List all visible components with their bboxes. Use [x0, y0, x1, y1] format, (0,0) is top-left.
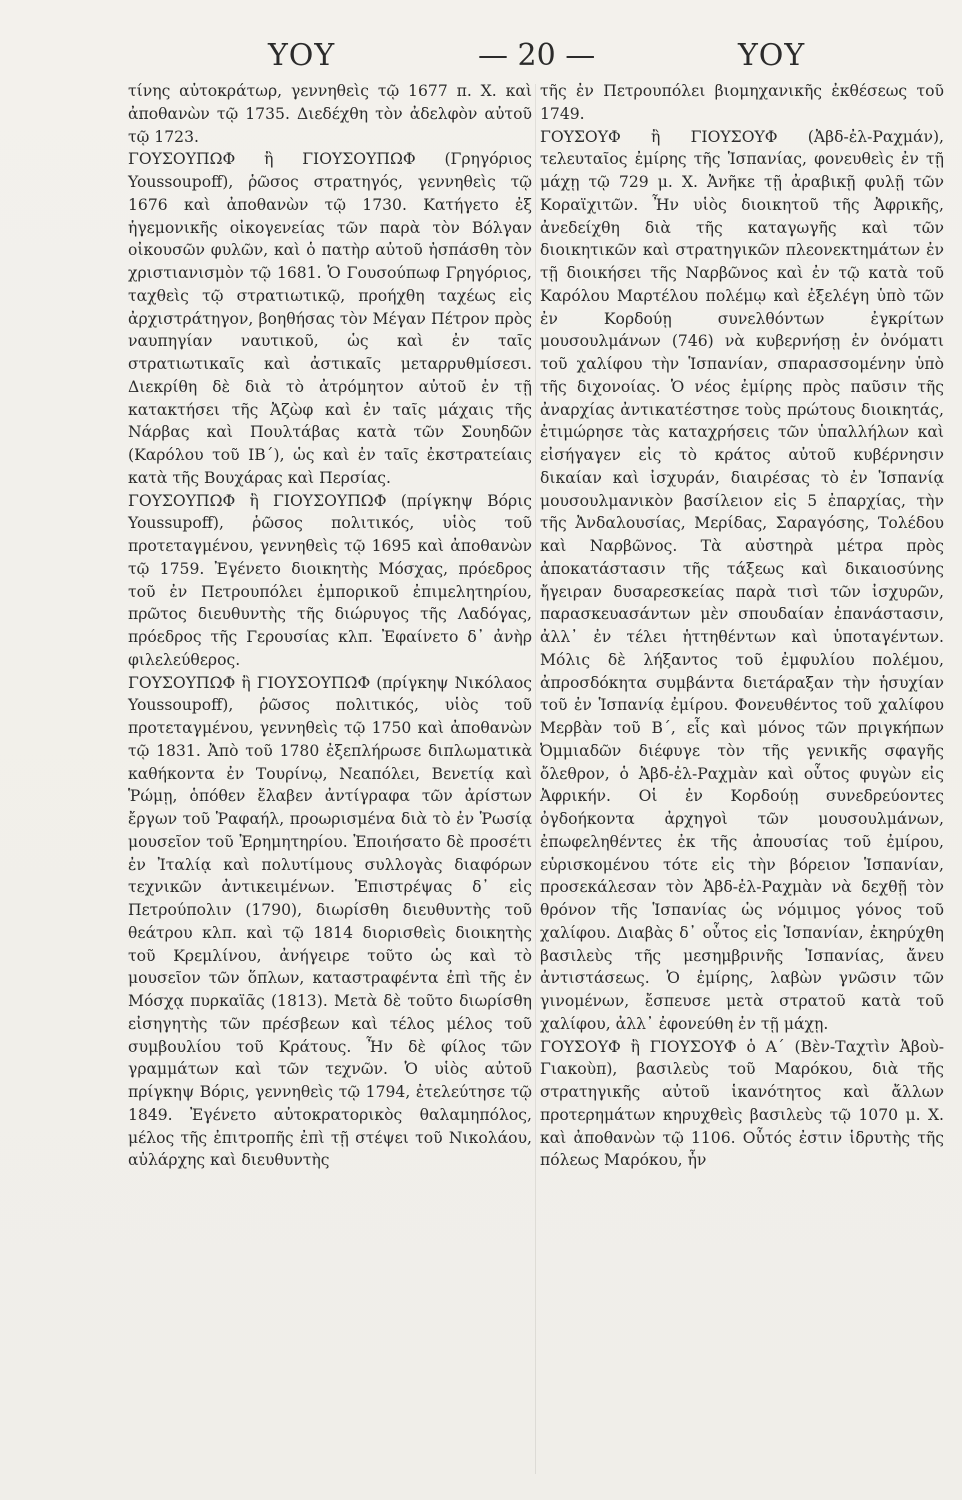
entry-paragraph: ΓΟΥΣΟΥΠΩΦ ἢ ΓΙΟΥΣΟΥΠΩΦ (Γρηγόριος Youssoupoff), ῥῶσος στρατηγός, γεννηθεὶς τῷ 1676 καὶ ἀποθανὼν τῷ 1730. Κατήγετο ἐξ ἡγεμονικῆς οἰκογενείας τῶν παρὰ τὸν Βόλγαν οἰκουσῶν φυλῶν, καὶ ὁ πατὴρ αὐτοῦ ἠσπάσθη τὸν χριστιανισμὸν τῷ 1681. Ὁ Γουσούπωφ Γρηγόριος, ταχθεὶς τῷ στρατιωτικῷ, προήχθη ταχέως εἰς ἀρχιστράτηγον, βοηθήσας τὸν Μέγαν Πέτρον πρὸς ναυπηγίαν ναυτικοῦ, ὡς καὶ ἐν ταῖς στρατιωτικαῖς καὶ ἀστικαῖς μεταρρυθμίσεσι. Διεκρίθη δὲ διὰ τὸ ἀτρόμητον αὐτοῦ ἐν τῇ κατακτήσει τῆς Ἀζὼφ καὶ ἐν ταῖς μάχαις τῆς Νάρβας καὶ Πουλτάβας κατὰ τῶν Σουηδῶν (Καρόλου τοῦ ΙΒ΄), ὡς καὶ ἐν ταῖς ἐκστρατείαις κατὰ τῆς Βουχάρας καὶ Περσίας.: [128, 150, 532, 487]
page-header: [0, 28, 962, 88]
header-left-keyword: ΥΟΥ: [268, 38, 336, 73]
right-column: [540, 80, 944, 1172]
entry-paragraph: ΓΟΥΣΟΥΦ ἢ ΓΙΟΥΣΟΥΦ (Ἀβδ-ἐλ-Ραχμάν), τελευταῖος ἐμίρης τῆς Ἱσπανίας, φονευθεὶς ἐν τῇ μάχῃ τῷ 729 μ. Χ. Ἀνῆκε τῇ ἀραβικῇ φυλῇ τῶν Κοραϊχιτῶν. Ἦν υἱὸς διοικητοῦ τῆς Ἀφρικῆς, ἀνεδείχθη διὰ τῆς καταγωγῆς καὶ τῶν διοικητικῶν καὶ στρατηγικῶν πλεονεκτημάτων ἐν τῇ διοικήσει τῆς Ναρβῶνος καὶ ἐν τῷ κατὰ τοῦ Καρόλου Μαρτέλου πολέμῳ καὶ ἐξελέγη ὑπὸ τῶν ἐν Κορδούῃ συνελθόντων ἐγκρίτων μουσουλμάνων (746) νὰ κυβερνήσῃ ἐν ὀνόματι τοῦ χαλίφου τὴν Ἱσπανίαν, σπαρασσομένην ὑπὸ τῆς διχονοίας. Ὁ νέος ἐμίρης πρὸς παῦσιν τῆς ἀναρχίας ἀντικατέστησε τοὺς πρώτους διοικητάς, ἐτιμώρησε τὰς καταχρήσεις τῶν ὑπαλλήλων καὶ εἰσήγαγεν εἰς τὸ κράτος αὐτοῦ κυβέρνησιν δικαίαν καὶ ἰσχυράν, διαιρέσας τὸ ἐν Ἱσπανίᾳ μουσουλμανικὸν βασίλειον εἰς 5 ἐπαρχίας, τὴν τῆς Ἀνδαλουσίας, Μερίδας, Σαραγόσης, Τολέδου καὶ Ναρβῶνος. Τὰ αὐστηρὰ μέτρα πρὸς ἀποκατάστασιν τῆς τάξεως καὶ δικαιοσύνης ἤγειραν δυσαρεσκείας παρὰ τισὶ τῶν ἰσχυρῶν, παρασκευασάντων μὲν σπουδαίαν ἐπανάστασιν, ἀλλ᾽ ἐν τέλει ἡττηθέντων καὶ ὑποταγέντων. Μόλις δὲ λήξαντος τοῦ ἐμφυλίου πολέμου, ἀπροσδόκητα συμβάντα διετάραξαν τὴν ἡσυχίαν τοῦ ἐν Ἱσπανίᾳ ἐμίρου. Φονευθέντος τοῦ χαλίφου Μερβὰν τοῦ Β΄, εἷς καὶ μόνος τῶν πριγκήπων Ὀμμιαδῶν διέφυγε τὸν τῆς γενικῆς σφαγῆς ὄλεθρον, ὁ Ἀβδ-ἐλ-Ραχμὰν καὶ οὗτος φυγὼν εἰς Ἀφρικήν. Οἱ ἐν Κορδούῃ συνεδρεύοντες ὀγδοήκοντα ἀρχηγοὶ τῶν μουσουλμάνων, ἐπωφεληθέντες ἐκ τῆς ἀπουσίας τοῦ ἐμίρου, εὑρισκομένου τότε εἰς τὴν βόρειον Ἱσπανίαν, προσεκάλεσαν τὸν Ἀβδ-ἐλ-Ραχμὰν νὰ δεχθῇ τὸν θρόνον τῆς Ἱσπανίας ὡς νόμιμος γόνος τοῦ χαλίφου. Διαβὰς δ᾽ οὗτος εἰς Ἱσπανίαν, ἐκηρύχθη βασιλεὺς τῆς μεσημβρινῆς Ἱσπανίας, ἄνευ ἀντιστάσεως. Ὁ ἐμίρης, λαβὼν γνῶσιν τῶν γινομένων, ἔσπευσε μετὰ στρατοῦ κατὰ τοῦ χαλίφου, ἀλλ᾽ ἐφονεύθη ἐν τῇ μάχῃ.: [540, 127, 944, 1033]
entry-paragraph: ΓΟΥΣΟΥΠΩΦ ἢ ΓΙΟΥΣΟΥΠΩΦ (πρίγκηψ Νικόλαος Youssoupoff), ῥῶσος πολιτικός, υἱὸς τοῦ προτεταγμένου, γεννηθεὶς τῷ 1750 καὶ ἀποθανὼν τῷ 1831. Ἀπὸ τοῦ 1780 ἐξεπλήρωσε διπλωματικὰ καθήκοντα ἐν Τουρίνῳ, Νεαπόλει, Βενετίᾳ καὶ Ῥώμῃ, ὁπόθεν ἔλαβεν ἀντίγραφα τῶν ἀρίστων ἔργων τοῦ Ῥαφαήλ, προωρισμένα διὰ τὸ ἐν Ῥωσίᾳ μουσεῖον τοῦ Ἐρημητηρίου. Ἐποιήσατο δὲ προσέτι ἐν Ἰταλίᾳ καὶ πολυτίμους συλλογὰς διαφόρων τεχνικῶν ἀντικειμένων. Ἐπιστρέψας δ᾽ εἰς Πετρούπολιν (1790), διωρίσθη διευθυντὴς τοῦ θεάτρου κλπ. καὶ τῷ 1814 διορισθεὶς διοικητὴς τοῦ Κρεμλίνου, ἀνήγειρε τοῦτο ὡς καὶ τὸ μουσεῖον τῶν ὅπλων, καταστραφέντα ἐπὶ τῆς ἐν Μόσχᾳ πυρκαϊᾶς (1813). Μετὰ δὲ τοῦτο διωρίσθη εἰσηγητὴς τῶν πρέσβεων καὶ τέλος μέλος τοῦ συμβουλίου τοῦ Κράτους. Ἦν δὲ φίλος τῶν γραμμάτων καὶ τῶν τεχνῶν. Ὁ υἱὸς αὐτοῦ πρίγκηψ Βόρις, γεννηθεὶς τῷ 1794, ἐτελεύτησε τῷ 1849. Ἐγένετο αὐτοκρατορικὸς θαλαμηπόλος, μέλος τῆς ἐπιτροπῆς ἐπὶ τῇ στέψει τοῦ Νικολάου, αὐλάρχης καὶ διευθυντὴς: [128, 673, 532, 1170]
entry-paragraph: ΓΟΥΣΟΥΠΩΦ ἢ ΓΙΟΥΣΟΥΠΩΦ (πρίγκηψ Βόρις Youssupoff), ῥῶσος πολιτικός, υἱὸς τοῦ προτεταγμένου, γεννηθεὶς τῷ 1695 καὶ ἀποθανὼν τῷ 1759. Ἐγένετο διοικητὴς Μόσχας, πρόεδρος τοῦ ἐν Πετρουπόλει ἐμπορικοῦ ἐπιμελητηρίου, πρῶτος διευθυντὴς τῆς διώρυγος τῆς Λαδόγας, πρόεδρος τῆς Γερουσίας κλπ. Ἐφαίνετο δ᾽ ἀνὴρ φιλελεύθερος.: [128, 491, 532, 669]
text-paragraph: τίνης αὐτοκράτωρ, γεννηθεὶς τῷ 1677 π. Χ. καὶ ἀποθανὼν τῷ 1735. Διεδέχθη τὸν ἀδελφὸν αὐτοῦ τῷ 1723.: [128, 82, 532, 146]
left-column: [128, 80, 532, 1172]
column-divider: [535, 84, 536, 1474]
page-number: — 20 —: [478, 38, 596, 73]
entry-paragraph: ΓΟΥΣΟΥΦ ἢ ΓΙΟΥΣΟΥΦ ὁ Α΄ (Βὲν-Ταχτὶν Ἀβοὺ-Γιακοὺπ), βασιλεὺς τοῦ Μαρόκου, διὰ τῆς στρατηγικῆς αὐτοῦ ἱκανότητος καὶ ἄλλων προτερημάτων κηρυχθεὶς βασιλεὺς τῷ 1070 μ. Χ. καὶ ἀποθανὼν τῷ 1106. Οὗτός ἐστιν ἱδρυτὴς τῆς πόλεως Μαρόκου, ἦν: [540, 1037, 944, 1170]
header-right-keyword: ΥΟΥ: [738, 38, 806, 73]
text-paragraph: τῆς ἐν Πετρουπόλει βιομηχανικῆς ἐκθέσεως τοῦ 1749.: [540, 82, 944, 123]
